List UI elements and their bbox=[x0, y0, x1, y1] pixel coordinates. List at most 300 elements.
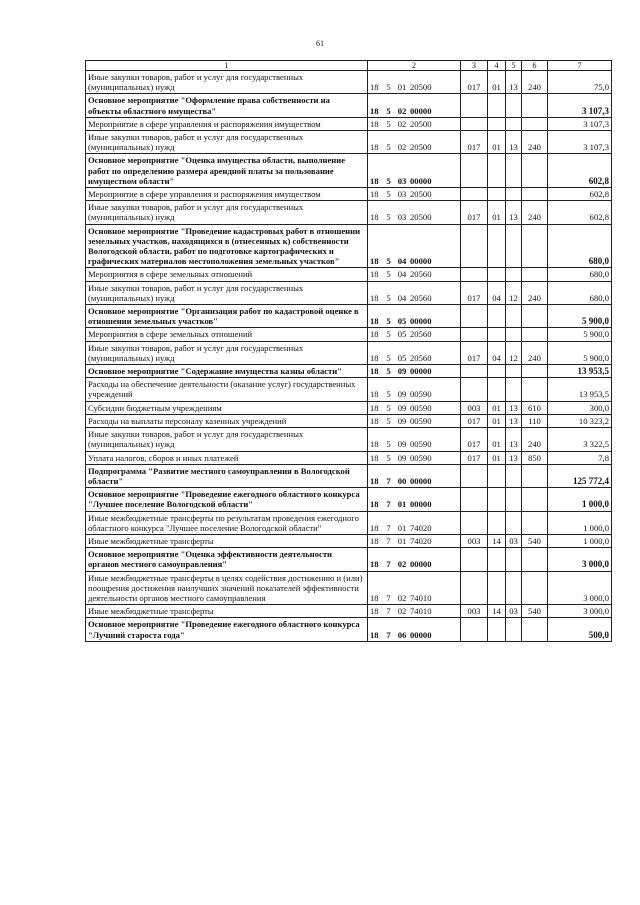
row-code bbox=[368, 548, 461, 571]
row-col-4: 04 bbox=[488, 281, 506, 304]
row-code bbox=[368, 154, 461, 188]
table-row bbox=[86, 201, 612, 224]
row-col-4 bbox=[488, 154, 506, 188]
code-part-4: 00590 bbox=[410, 452, 432, 463]
row-col-4: 04 bbox=[488, 341, 506, 364]
row-col-4: 01 bbox=[488, 201, 506, 224]
row-col-6: 240 bbox=[522, 201, 548, 224]
row-amount: 1 000,0 bbox=[548, 511, 612, 534]
code-part-1: 18 bbox=[370, 175, 379, 186]
row-col-6: 240 bbox=[522, 341, 548, 364]
row-col-5 bbox=[506, 328, 522, 341]
code-part-4: 00590 bbox=[410, 402, 432, 413]
code-part-4: 00590 bbox=[410, 439, 432, 450]
code-part-4: 00000 bbox=[410, 256, 432, 267]
row-col-5: 12 bbox=[506, 341, 522, 364]
code-part-2: 7 bbox=[386, 559, 391, 570]
code-part-3: 05 bbox=[397, 352, 407, 363]
code-part-2: 5 bbox=[386, 118, 391, 129]
row-col-5: 13 bbox=[506, 71, 522, 94]
row-name: Расходы на обеспечение деятельности (оказание услуг) государственных учреждений bbox=[86, 378, 368, 401]
row-col-6: 110 bbox=[522, 414, 548, 427]
row-col-3 bbox=[461, 268, 488, 281]
row-col-3 bbox=[461, 548, 488, 571]
header-col-4: 4 bbox=[488, 61, 506, 71]
code-part-3: 09 bbox=[397, 402, 407, 413]
row-code bbox=[368, 201, 461, 224]
table-row bbox=[86, 605, 612, 618]
row-code bbox=[368, 511, 461, 534]
code-part-3: 05 bbox=[397, 316, 407, 327]
row-col-3 bbox=[461, 188, 488, 201]
code-part-2: 5 bbox=[386, 212, 391, 223]
table-row bbox=[86, 268, 612, 281]
table-row bbox=[86, 534, 612, 547]
row-amount: 3 107,3 bbox=[548, 94, 612, 117]
code-part-1: 18 bbox=[370, 212, 379, 223]
row-name: Основное мероприятие "Оценка эффективности деятельности органов местного самоуправления" bbox=[86, 548, 368, 571]
code-part-2: 5 bbox=[386, 175, 391, 186]
code-part-3: 09 bbox=[397, 452, 407, 463]
table-row-section bbox=[86, 154, 612, 188]
row-col-4: 01 bbox=[488, 414, 506, 427]
code-part-3: 09 bbox=[397, 415, 407, 426]
row-amount: 3 000,0 bbox=[548, 571, 612, 605]
row-col-6 bbox=[522, 305, 548, 328]
header-col-2: 2 bbox=[368, 61, 461, 71]
table-row-section bbox=[86, 224, 612, 268]
code-part-3: 05 bbox=[397, 329, 407, 340]
row-col-3 bbox=[461, 117, 488, 130]
row-amount: 602,8 bbox=[548, 154, 612, 188]
code-part-4: 20500 bbox=[410, 212, 432, 223]
row-code bbox=[368, 328, 461, 341]
table-row-section bbox=[86, 548, 612, 571]
code-part-4: 20560 bbox=[410, 352, 432, 363]
code-part-3: 06 bbox=[397, 629, 407, 640]
row-code bbox=[368, 188, 461, 201]
code-part-4: 20560 bbox=[410, 329, 432, 340]
row-col-6 bbox=[522, 365, 548, 378]
row-col-4: 01 bbox=[488, 131, 506, 154]
row-col-5 bbox=[506, 188, 522, 201]
code-part-1: 18 bbox=[370, 475, 379, 486]
row-code bbox=[368, 94, 461, 117]
header-row bbox=[86, 61, 612, 71]
table-row bbox=[86, 451, 612, 464]
row-col-6: 850 bbox=[522, 451, 548, 464]
row-col-4 bbox=[488, 571, 506, 605]
table-row bbox=[86, 131, 612, 154]
code-part-2: 5 bbox=[386, 439, 391, 450]
code-part-3: 01 bbox=[397, 522, 407, 533]
row-name: Мероприятие в сфере управления и распоряжения имуществом bbox=[86, 117, 368, 130]
row-amount: 3 107,3 bbox=[548, 131, 612, 154]
row-name: Мероприятие в сфере управления и распоряжения имуществом bbox=[86, 188, 368, 201]
code-part-2: 7 bbox=[386, 592, 391, 603]
code-part-4: 00000 bbox=[410, 475, 432, 486]
row-col-3: 017 bbox=[461, 131, 488, 154]
row-col-6 bbox=[522, 94, 548, 117]
row-name: Расходы на выплаты персоналу казенных учреждений bbox=[86, 414, 368, 427]
row-col-5 bbox=[506, 268, 522, 281]
row-col-4: 14 bbox=[488, 605, 506, 618]
code-part-3: 03 bbox=[397, 189, 407, 200]
row-name: Иные закупки товаров, работ и услуг для государственных (муниципальных) нужд bbox=[86, 201, 368, 224]
table-row bbox=[86, 378, 612, 401]
row-col-6 bbox=[522, 188, 548, 201]
code-part-2: 5 bbox=[386, 142, 391, 153]
row-code bbox=[368, 268, 461, 281]
row-name: Иные межбюджетные трансферты по результатам проведения ежегодного областного конкурса "Лучшее поселение Вологодской области" bbox=[86, 511, 368, 534]
row-col-5 bbox=[506, 548, 522, 571]
code-part-1: 18 bbox=[370, 439, 379, 450]
row-code bbox=[368, 488, 461, 511]
code-part-2: 7 bbox=[386, 475, 391, 486]
row-col-6 bbox=[522, 154, 548, 188]
row-name: Иные закупки товаров, работ и услуг для государственных (муниципальных) нужд bbox=[86, 281, 368, 304]
row-col-6 bbox=[522, 224, 548, 268]
row-name: Субсидии бюджетным учреждениям bbox=[86, 401, 368, 414]
row-col-3: 017 bbox=[461, 451, 488, 464]
code-part-3: 04 bbox=[397, 256, 407, 267]
row-code bbox=[368, 605, 461, 618]
code-part-1: 18 bbox=[370, 142, 379, 153]
row-name: Иные межбюджетные трансферты bbox=[86, 605, 368, 618]
row-name: Иные межбюджетные трансферты в целях содействия достижению и (или) поощрения достижения наилучших значений показателей эффективности деятельности органов местного самоуправления bbox=[86, 571, 368, 605]
table-row-section bbox=[86, 618, 612, 641]
code-part-4: 74010 bbox=[410, 606, 432, 617]
code-part-1: 18 bbox=[370, 535, 379, 546]
row-col-3: 017 bbox=[461, 281, 488, 304]
row-amount: 13 953,5 bbox=[548, 365, 612, 378]
row-code bbox=[368, 117, 461, 130]
row-amount: 5 900,0 bbox=[548, 305, 612, 328]
code-part-3: 01 bbox=[397, 535, 407, 546]
code-part-4: 00000 bbox=[410, 499, 432, 510]
row-amount: 1 000,0 bbox=[548, 488, 612, 511]
row-amount: 5 900,0 bbox=[548, 328, 612, 341]
row-col-3 bbox=[461, 305, 488, 328]
row-col-5 bbox=[506, 154, 522, 188]
header-col-7: 7 bbox=[548, 61, 612, 71]
row-col-4 bbox=[488, 488, 506, 511]
table-row-section bbox=[86, 305, 612, 328]
row-col-5 bbox=[506, 378, 522, 401]
row-name: Основное мероприятие "Оформление права собственности на объекты областного имущества" bbox=[86, 94, 368, 117]
code-part-1: 18 bbox=[370, 499, 379, 510]
code-part-4: 00000 bbox=[410, 629, 432, 640]
row-code bbox=[368, 281, 461, 304]
code-part-2: 5 bbox=[386, 292, 391, 303]
row-col-4 bbox=[488, 188, 506, 201]
row-amount: 125 772,4 bbox=[548, 464, 612, 487]
code-part-3: 02 bbox=[397, 606, 407, 617]
row-col-3: 003 bbox=[461, 605, 488, 618]
row-code bbox=[368, 414, 461, 427]
code-part-3: 09 bbox=[397, 439, 407, 450]
row-col-3 bbox=[461, 378, 488, 401]
code-part-1: 18 bbox=[370, 606, 379, 617]
row-col-6: 240 bbox=[522, 131, 548, 154]
row-col-3 bbox=[461, 365, 488, 378]
table-row bbox=[86, 571, 612, 605]
row-col-4 bbox=[488, 548, 506, 571]
code-part-3: 02 bbox=[397, 142, 407, 153]
row-name: Основное мероприятие "Содержание имущества казны области" bbox=[86, 365, 368, 378]
code-part-3: 09 bbox=[397, 366, 407, 377]
code-part-1: 18 bbox=[370, 118, 379, 129]
code-part-4: 74020 bbox=[410, 535, 432, 546]
table-row bbox=[86, 401, 612, 414]
row-col-4: 01 bbox=[488, 428, 506, 451]
row-col-5 bbox=[506, 117, 522, 130]
row-name: Основное мероприятие "Проведение кадастровых работ в отношении земельных участков, находящихся в (отнесенных к) собственности Вологодской области, работ по подготовке картографических и графических материалов местоположения земельных участков" bbox=[86, 224, 368, 268]
row-col-5 bbox=[506, 618, 522, 641]
table-row-section bbox=[86, 94, 612, 117]
code-part-4: 74020 bbox=[410, 522, 432, 533]
code-part-3: 03 bbox=[397, 212, 407, 223]
code-part-4: 20500 bbox=[410, 118, 432, 129]
row-amount: 3 000,0 bbox=[548, 548, 612, 571]
row-col-6 bbox=[522, 378, 548, 401]
code-part-2: 7 bbox=[386, 606, 391, 617]
code-part-4: 00590 bbox=[410, 415, 432, 426]
row-col-5: 13 bbox=[506, 428, 522, 451]
row-col-3 bbox=[461, 464, 488, 487]
row-code bbox=[368, 365, 461, 378]
code-part-2: 7 bbox=[386, 499, 391, 510]
code-part-2: 5 bbox=[386, 389, 391, 400]
row-col-6: 240 bbox=[522, 281, 548, 304]
row-col-5: 13 bbox=[506, 414, 522, 427]
code-part-1: 18 bbox=[370, 366, 379, 377]
row-col-4 bbox=[488, 305, 506, 328]
row-col-5 bbox=[506, 571, 522, 605]
row-amount: 7,8 bbox=[548, 451, 612, 464]
row-col-6 bbox=[522, 328, 548, 341]
code-part-4: 00000 bbox=[410, 316, 432, 327]
code-part-1: 18 bbox=[370, 389, 379, 400]
row-code bbox=[368, 428, 461, 451]
row-amount: 75,0 bbox=[548, 71, 612, 94]
row-col-6 bbox=[522, 488, 548, 511]
row-col-3 bbox=[461, 571, 488, 605]
code-part-4: 00590 bbox=[410, 389, 432, 400]
code-part-2: 5 bbox=[386, 256, 391, 267]
row-code bbox=[368, 224, 461, 268]
row-col-4: 01 bbox=[488, 71, 506, 94]
row-col-4 bbox=[488, 328, 506, 341]
header-col-6: 6 bbox=[522, 61, 548, 71]
code-part-1: 18 bbox=[370, 629, 379, 640]
row-amount: 300,0 bbox=[548, 401, 612, 414]
row-code bbox=[368, 534, 461, 547]
table-row-section bbox=[86, 464, 612, 487]
code-part-1: 18 bbox=[370, 189, 379, 200]
row-col-3 bbox=[461, 94, 488, 117]
header-col-5: 5 bbox=[506, 61, 522, 71]
table-row bbox=[86, 414, 612, 427]
row-amount: 602,8 bbox=[548, 188, 612, 201]
row-col-5 bbox=[506, 464, 522, 487]
code-part-2: 5 bbox=[386, 329, 391, 340]
row-col-5: 13 bbox=[506, 401, 522, 414]
code-part-2: 7 bbox=[386, 535, 391, 546]
code-part-3: 02 bbox=[397, 559, 407, 570]
row-name: Иные закупки товаров, работ и услуг для государственных (муниципальных) нужд bbox=[86, 71, 368, 94]
code-part-2: 5 bbox=[386, 189, 391, 200]
code-part-1: 18 bbox=[370, 292, 379, 303]
row-name: Иные закупки товаров, работ и услуг для государственных (муниципальных) нужд bbox=[86, 341, 368, 364]
row-col-5 bbox=[506, 305, 522, 328]
code-part-3: 01 bbox=[397, 499, 407, 510]
row-col-3 bbox=[461, 488, 488, 511]
row-amount: 3 322,5 bbox=[548, 428, 612, 451]
code-part-2: 7 bbox=[386, 629, 391, 640]
row-code bbox=[368, 378, 461, 401]
row-amount: 5 900,0 bbox=[548, 341, 612, 364]
row-col-5 bbox=[506, 94, 522, 117]
code-part-3: 02 bbox=[397, 105, 407, 116]
code-part-4: 00000 bbox=[410, 105, 432, 116]
table-row-section bbox=[86, 488, 612, 511]
row-amount: 3 000,0 bbox=[548, 605, 612, 618]
row-col-4 bbox=[488, 511, 506, 534]
row-col-6 bbox=[522, 511, 548, 534]
code-part-2: 5 bbox=[386, 352, 391, 363]
budget-table bbox=[85, 60, 612, 642]
row-col-3: 017 bbox=[461, 201, 488, 224]
row-name: Основное мероприятие "Проведение ежегодного областного конкурса "Лучший староста года" bbox=[86, 618, 368, 641]
table-row bbox=[86, 281, 612, 304]
table-row bbox=[86, 188, 612, 201]
row-code bbox=[368, 618, 461, 641]
row-col-6: 540 bbox=[522, 534, 548, 547]
row-name: Мероприятия в сфере земельных отношений bbox=[86, 328, 368, 341]
code-part-4: 20560 bbox=[410, 269, 432, 280]
code-part-1: 18 bbox=[370, 269, 379, 280]
row-col-4 bbox=[488, 464, 506, 487]
row-amount: 680,0 bbox=[548, 281, 612, 304]
row-col-3 bbox=[461, 618, 488, 641]
code-part-1: 18 bbox=[370, 522, 379, 533]
row-amount: 13 953,5 bbox=[548, 378, 612, 401]
code-part-1: 18 bbox=[370, 592, 379, 603]
row-col-5 bbox=[506, 488, 522, 511]
row-col-6: 240 bbox=[522, 71, 548, 94]
table-row bbox=[86, 71, 612, 94]
row-name: Подпрограмма "Развитие местного самоуправления в Вологодской области" bbox=[86, 464, 368, 487]
code-part-3: 04 bbox=[397, 269, 407, 280]
row-col-4 bbox=[488, 94, 506, 117]
row-name: Уплата налогов, сборов и иных платежей bbox=[86, 451, 368, 464]
code-part-1: 18 bbox=[370, 452, 379, 463]
code-part-2: 5 bbox=[386, 402, 391, 413]
code-part-2: 5 bbox=[386, 316, 391, 327]
row-col-3: 017 bbox=[461, 341, 488, 364]
row-col-3: 017 bbox=[461, 428, 488, 451]
row-name: Основное мероприятие "Проведение ежегодного областного конкурса "Лучшее поселение Вологодской области" bbox=[86, 488, 368, 511]
row-col-4: 14 bbox=[488, 534, 506, 547]
row-amount: 1 000,0 bbox=[548, 534, 612, 547]
row-col-4 bbox=[488, 268, 506, 281]
row-col-4: 01 bbox=[488, 451, 506, 464]
table-row bbox=[86, 117, 612, 130]
row-col-6: 610 bbox=[522, 401, 548, 414]
row-col-5 bbox=[506, 365, 522, 378]
row-col-3: 003 bbox=[461, 534, 488, 547]
code-part-4: 00000 bbox=[410, 175, 432, 186]
row-code bbox=[368, 71, 461, 94]
code-part-1: 18 bbox=[370, 256, 379, 267]
row-col-5: 03 bbox=[506, 605, 522, 618]
code-part-3: 03 bbox=[397, 175, 407, 186]
code-part-1: 18 bbox=[370, 559, 379, 570]
row-code bbox=[368, 131, 461, 154]
row-col-5: 03 bbox=[506, 534, 522, 547]
code-part-4: 74010 bbox=[410, 592, 432, 603]
code-part-3: 04 bbox=[397, 292, 407, 303]
row-col-5: 13 bbox=[506, 131, 522, 154]
code-part-1: 18 bbox=[370, 329, 379, 340]
code-part-1: 18 bbox=[370, 105, 379, 116]
row-name: Иные межбюджетные трансферты bbox=[86, 534, 368, 547]
code-part-3: 00 bbox=[397, 475, 407, 486]
code-part-2: 5 bbox=[386, 366, 391, 377]
row-col-6 bbox=[522, 571, 548, 605]
row-code bbox=[368, 305, 461, 328]
row-name: Иные закупки товаров, работ и услуг для государственных (муниципальных) нужд bbox=[86, 131, 368, 154]
row-col-4 bbox=[488, 365, 506, 378]
row-col-4 bbox=[488, 117, 506, 130]
table-row-section bbox=[86, 365, 612, 378]
row-code bbox=[368, 571, 461, 605]
table-row bbox=[86, 341, 612, 364]
row-code bbox=[368, 341, 461, 364]
row-col-5: 12 bbox=[506, 281, 522, 304]
row-col-4: 01 bbox=[488, 401, 506, 414]
row-name: Основное мероприятие "Организация работ по кадастровой оценке в отношении земельных участков" bbox=[86, 305, 368, 328]
row-code bbox=[368, 451, 461, 464]
code-part-3: 01 bbox=[397, 82, 407, 93]
code-part-2: 5 bbox=[386, 452, 391, 463]
code-part-2: 5 bbox=[386, 269, 391, 280]
header-col-3: 3 bbox=[461, 61, 488, 71]
code-part-1: 18 bbox=[370, 82, 379, 93]
code-part-4: 00000 bbox=[410, 559, 432, 570]
row-col-3 bbox=[461, 224, 488, 268]
row-col-4 bbox=[488, 224, 506, 268]
code-part-4: 20500 bbox=[410, 82, 432, 93]
code-part-2: 7 bbox=[386, 522, 391, 533]
row-col-3 bbox=[461, 154, 488, 188]
code-part-1: 18 bbox=[370, 402, 379, 413]
row-amount: 3 107,3 bbox=[548, 117, 612, 130]
row-amount: 602,8 bbox=[548, 201, 612, 224]
code-part-4: 00000 bbox=[410, 366, 432, 377]
row-name: Иные закупки товаров, работ и услуг для государственных (муниципальных) нужд bbox=[86, 428, 368, 451]
code-part-1: 18 bbox=[370, 316, 379, 327]
row-col-6 bbox=[522, 117, 548, 130]
code-part-3: 09 bbox=[397, 389, 407, 400]
row-col-6 bbox=[522, 548, 548, 571]
code-part-2: 5 bbox=[386, 415, 391, 426]
row-amount: 500,0 bbox=[548, 618, 612, 641]
row-col-5 bbox=[506, 224, 522, 268]
row-col-6 bbox=[522, 268, 548, 281]
row-col-6 bbox=[522, 464, 548, 487]
